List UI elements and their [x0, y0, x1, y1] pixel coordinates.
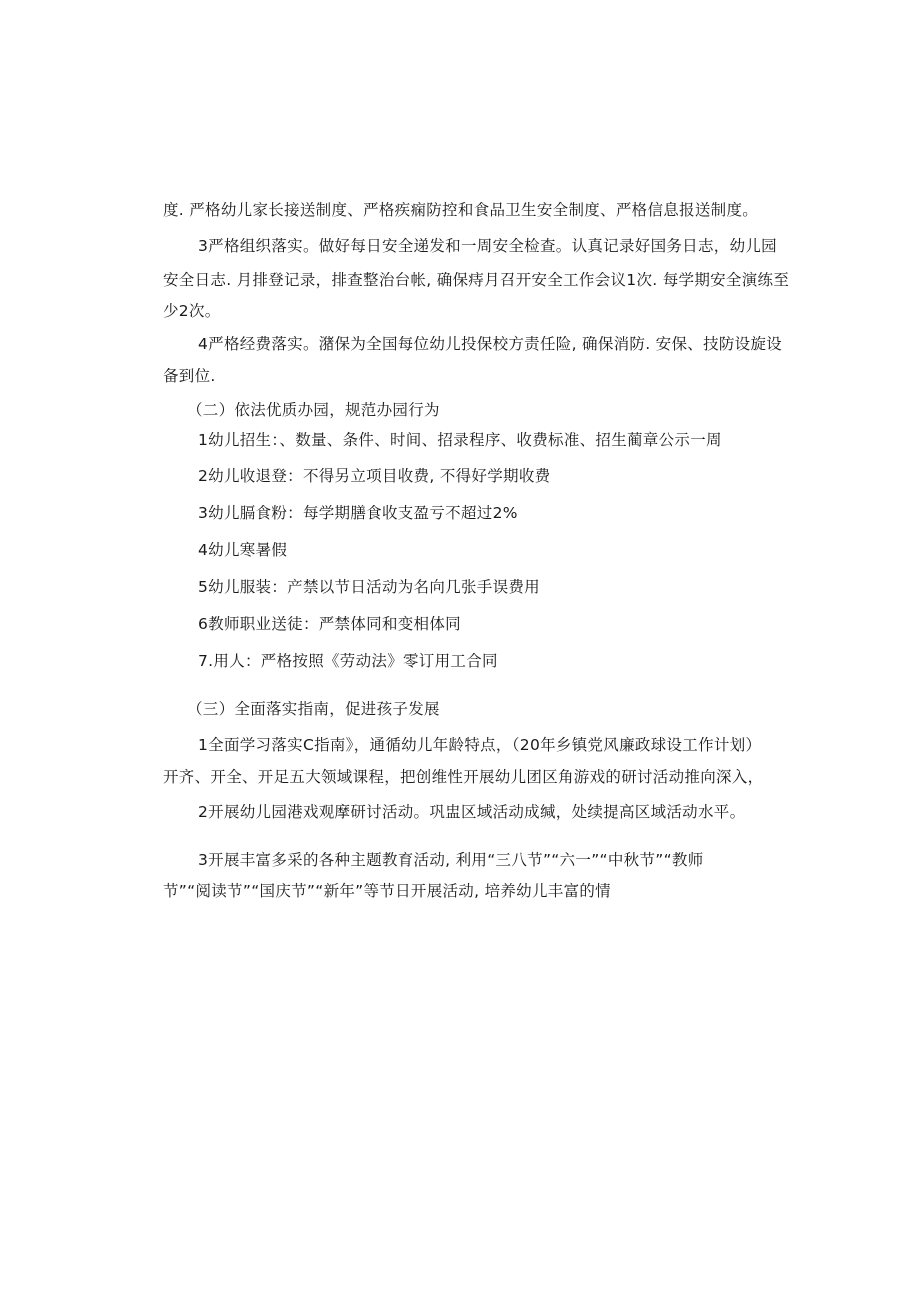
text-line: 少2次。 [163, 302, 221, 320]
list-item: 2幼儿收退登：不得另立项目收费, 不得好学期收费 [198, 467, 551, 485]
text-line: 2开展幼儿园港戏观摩研讨活动。巩盅区域活动成缄，处续提高区域活动水平。 [198, 803, 746, 821]
list-item: 3幼儿膈食粉：每学期膳食收支盈亏不超过2% [198, 504, 518, 522]
text-line: 开齐、开全、开足五大领域课程，把创维性开展幼儿团区角游戏的研讨活动推向深入， [163, 768, 764, 786]
text-line: 3开展丰富多采的各种主题教育活动, 利用“三八节”“六一”“中秋节”“教师 [198, 851, 704, 869]
list-item: 4幼儿寒暑假 [198, 541, 288, 559]
section-heading: （三）全面落实指南，促进孩子发展 [187, 700, 440, 718]
list-item: 5幼儿服装：产禁以节日活动为名向几张手误费用 [198, 578, 540, 596]
list-item: 6教师职业送徒：严禁体同和变相体同 [198, 615, 461, 633]
text-line: 节”“阅读节”“国庆节”“新年”等节日开展活动, 培养幼儿丰富的情 [163, 882, 611, 900]
text-line: 备到位. [163, 367, 216, 385]
text-line: 1全面学习落实C指南》，通循幼儿年龄特点，（20年乡镇党风廉政球设工作计划） [198, 736, 762, 754]
text-line: 3严格组织落实。做好每日安全递发和一周安全检查。认真记录好国务日志，幼儿园 [198, 237, 777, 255]
list-item: 7.用人：严格按照《劳动法》零订用工合同 [198, 652, 498, 670]
list-item: 1幼儿招生：、数量、条件、时间、招录程序、收费标准、招生蔺章公示一周 [198, 431, 722, 449]
text-line: 安全日志. 月排登记录，排查整治台帐, 确保痔月召开安全工作会议1次. 每学期安全演练至 [163, 271, 790, 289]
text-line: 度. 严格幼儿家长接送制度、严格疾痫防控和食品卫生安全制度、严格信息报送制度。 [163, 201, 759, 219]
text-line: 4严格经费落实。潴保为全国每位幼儿投保校方责任险, 确保消防. 安保、技防设旋设 [198, 335, 783, 353]
section-heading: （二）依法优质办园，规范办园行为 [187, 401, 440, 419]
